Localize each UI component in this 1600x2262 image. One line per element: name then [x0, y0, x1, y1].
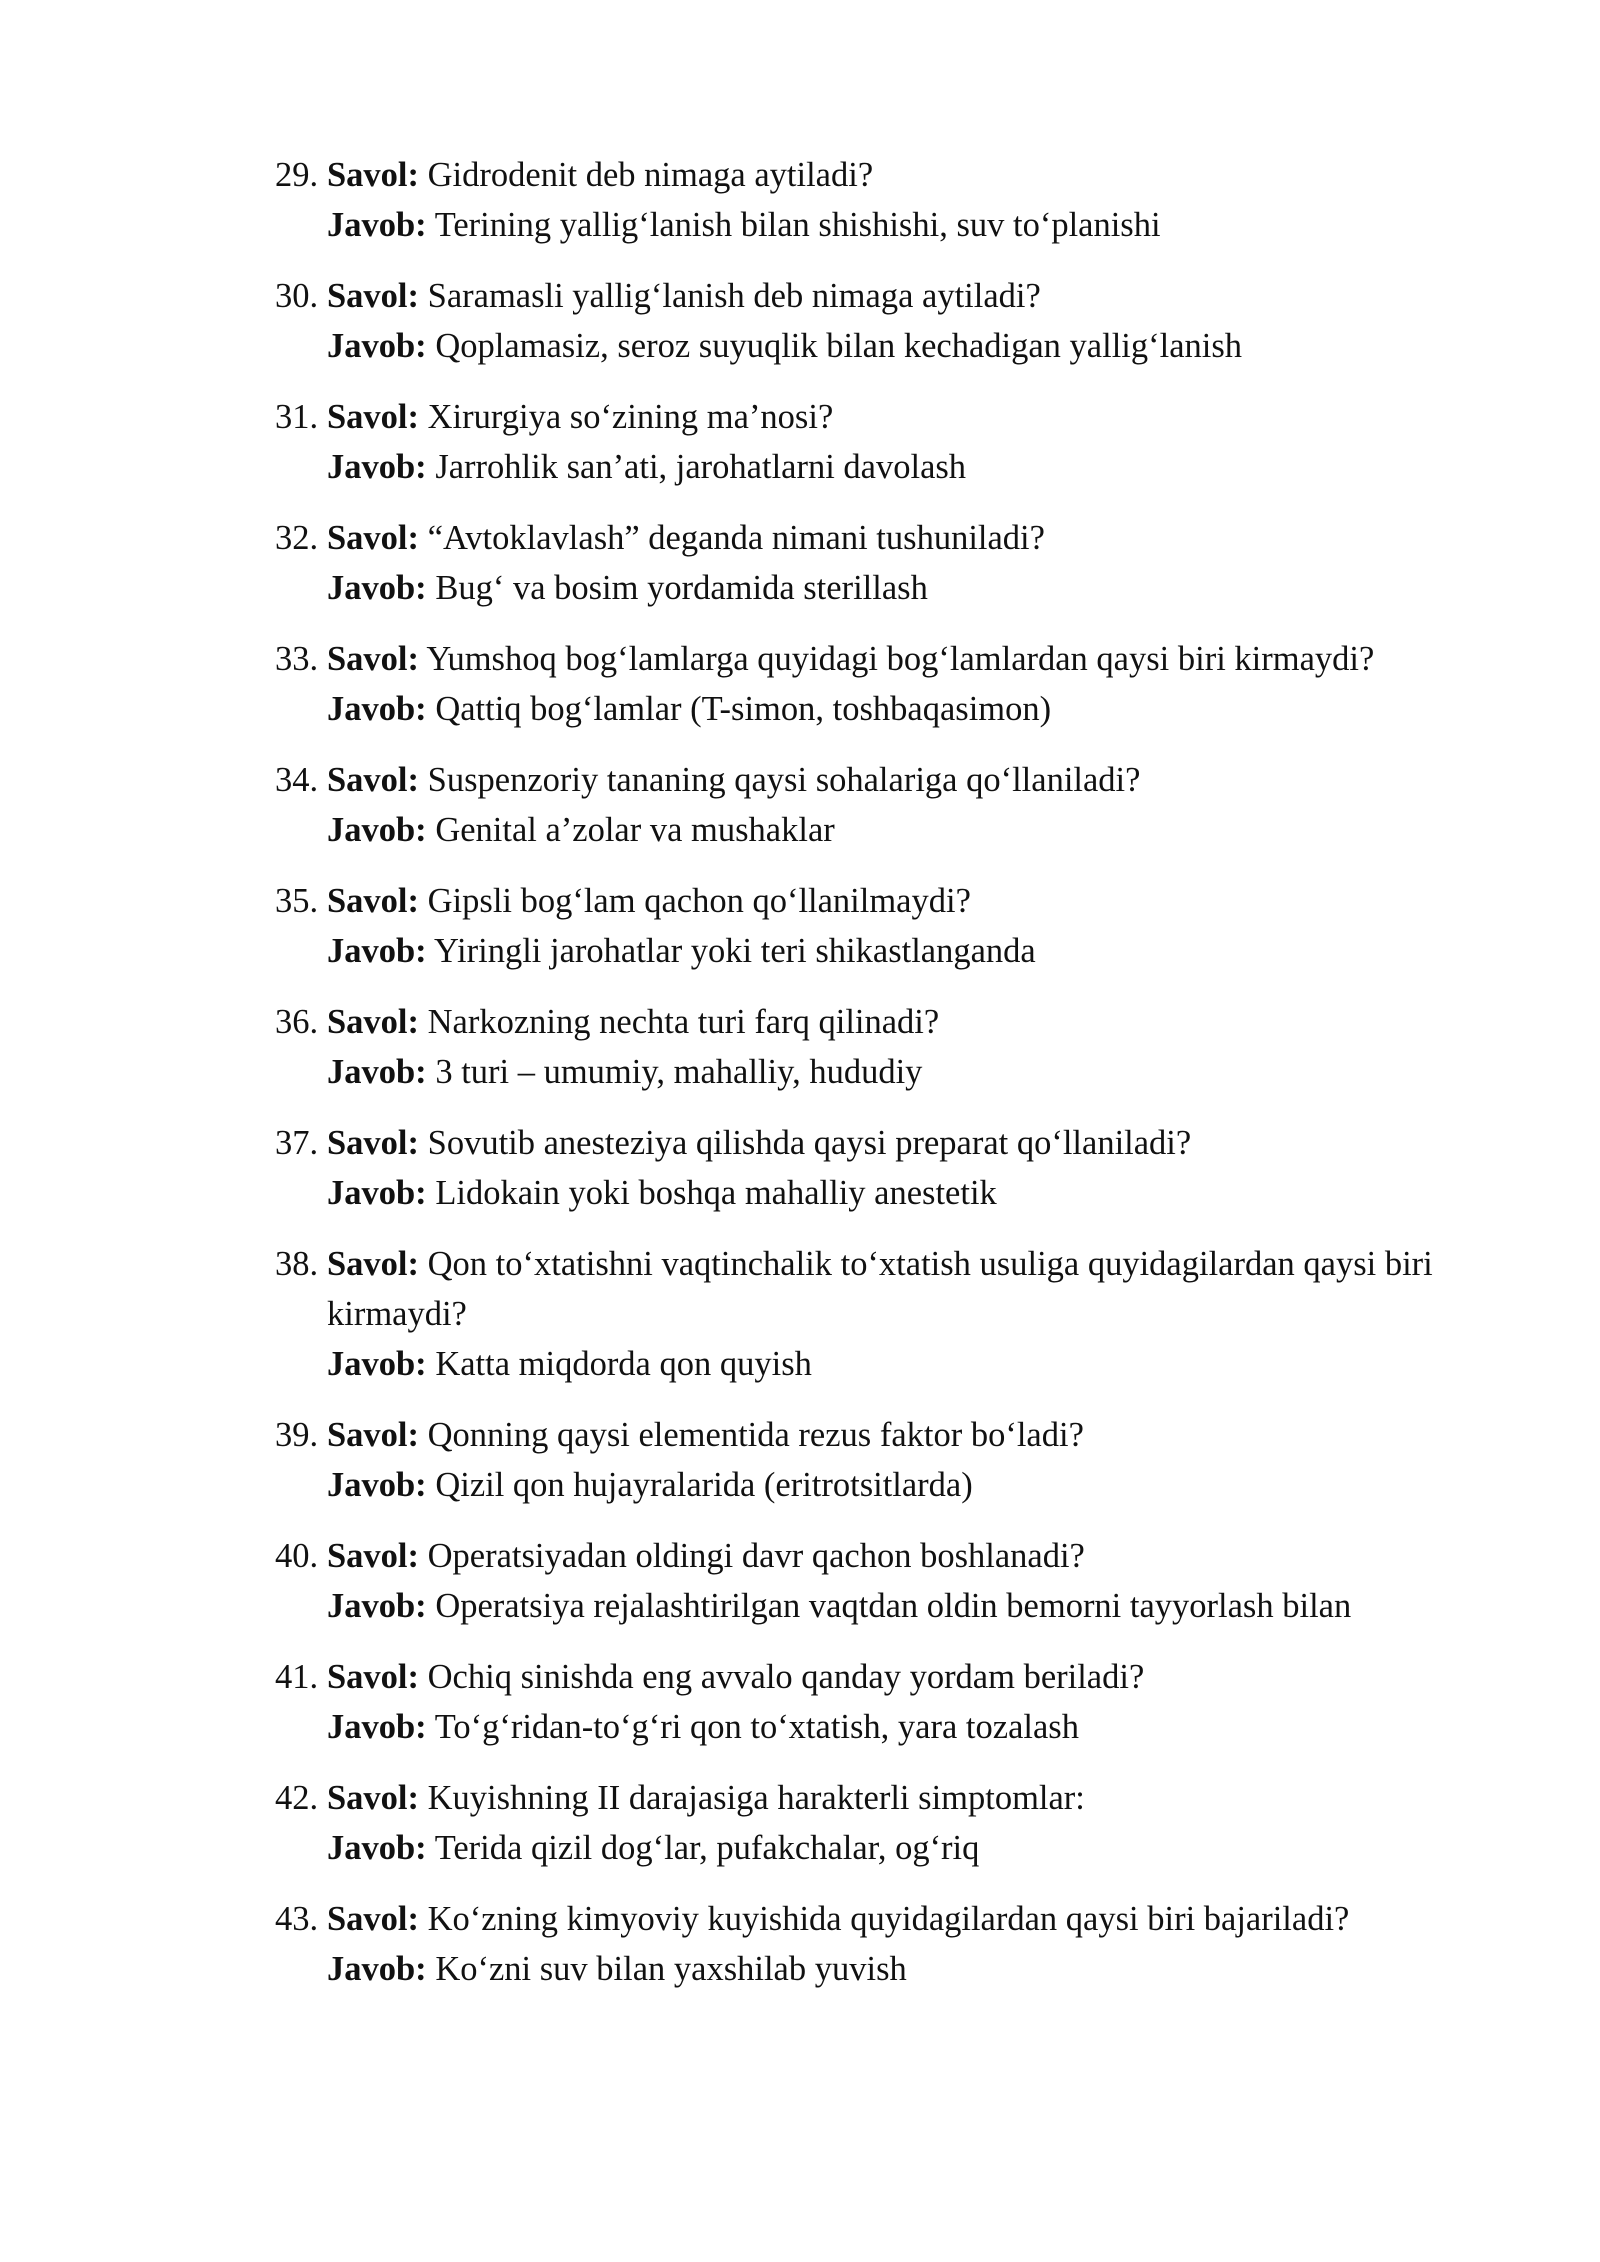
question-text: Operatsiyadan oldingi davr qachon boshlanadi?: [427, 1537, 1085, 1575]
qa-item: [275, 1410, 1515, 1510]
javob-label: Javob:: [327, 1708, 427, 1746]
answer-text: Genital a’zolar va mushaklar: [435, 811, 835, 849]
item-number: 37.: [275, 1124, 319, 1162]
javob-label: Javob:: [327, 1587, 427, 1625]
question-line: [327, 1118, 1515, 1168]
savol-label: Savol:: [327, 1658, 420, 1696]
answer-line: [327, 1460, 1515, 1510]
answer-line: [327, 563, 1515, 613]
qa-item: [275, 1894, 1515, 1994]
qa-item: [275, 997, 1515, 1097]
savol-label: Savol:: [327, 640, 420, 678]
question-line: [327, 392, 1515, 442]
question-text: Ochiq sinishda eng avvalo qanday yordam beriladi?: [427, 1658, 1145, 1696]
question-line: [327, 271, 1515, 321]
answer-line: [327, 1702, 1515, 1752]
answer-text: Qizil qon hujayralarida (eritrotsitlarda): [435, 1466, 973, 1504]
item-number: 33.: [275, 640, 319, 678]
savol-label: Savol:: [327, 761, 420, 799]
question-line: [327, 634, 1515, 684]
qa-item: [275, 634, 1515, 734]
question-line: [327, 755, 1515, 805]
qa-item: [275, 150, 1515, 250]
javob-label: Javob:: [327, 690, 427, 728]
savol-label: Savol:: [327, 1003, 420, 1041]
javob-label: Javob:: [327, 1829, 427, 1867]
javob-label: Javob:: [327, 206, 427, 244]
qa-item: [275, 513, 1515, 613]
question-text: Gidrodenit deb nimaga aytiladi?: [427, 156, 874, 194]
item-number: 30.: [275, 277, 319, 315]
qa-item: [275, 271, 1515, 371]
qa-item: [275, 1773, 1515, 1873]
answer-line: [327, 1581, 1515, 1631]
answer-line: [327, 684, 1515, 734]
answer-text: Lidokain yoki boshqa mahalliy anestetik: [435, 1174, 997, 1212]
javob-label: Javob:: [327, 811, 427, 849]
savol-label: Savol:: [327, 1779, 420, 1817]
item-number: 39.: [275, 1416, 319, 1454]
javob-label: Javob:: [327, 932, 427, 970]
savol-label: Savol:: [327, 882, 420, 920]
item-number: 32.: [275, 519, 319, 557]
savol-label: Savol:: [327, 277, 420, 315]
question-text: Qon to‘xtatishni vaqtinchalik to‘xtatish usuliga quyidagilardan qaysi biri kirmaydi?: [327, 1245, 1433, 1333]
answer-text: Ko‘zni suv bilan yaxshilab yuvish: [435, 1950, 907, 1988]
answer-text: Operatsiya rejalashtirilgan vaqtdan oldin bemorni tayyorlash bilan: [435, 1587, 1352, 1625]
savol-label: Savol:: [327, 1900, 420, 1938]
question-text: Saramasli yallig‘lanish deb nimaga aytiladi?: [427, 277, 1041, 315]
item-number: 42.: [275, 1779, 319, 1817]
savol-label: Savol:: [327, 1537, 420, 1575]
answer-line: [327, 442, 1515, 492]
answer-text: Bug‘ va bosim yordamida sterillash: [435, 569, 928, 607]
question-line: [327, 1652, 1515, 1702]
answer-text: Terining yallig‘lanish bilan shishishi, suv to‘planishi: [434, 206, 1161, 244]
question-line: [327, 1894, 1515, 1944]
javob-label: Javob:: [327, 569, 427, 607]
savol-label: Savol:: [327, 1416, 420, 1454]
item-number: 35.: [275, 882, 319, 920]
answer-line: [327, 1339, 1515, 1389]
answer-text: Terida qizil dog‘lar, pufakchalar, og‘riq: [434, 1829, 980, 1867]
javob-label: Javob:: [327, 1345, 427, 1383]
answer-line: [327, 200, 1515, 250]
javob-label: Javob:: [327, 1053, 427, 1091]
question-text: Qonning qaysi elementida rezus faktor bo‘ladi?: [427, 1416, 1084, 1454]
question-line: [327, 997, 1515, 1047]
item-number: 29.: [275, 156, 319, 194]
answer-text: Qattiq bog‘lamlar (T-simon, toshbaqasimon): [435, 690, 1052, 728]
answer-line: [327, 1168, 1515, 1218]
question-line: [327, 1531, 1515, 1581]
javob-label: Javob:: [327, 1950, 427, 1988]
question-text: Gipsli bog‘lam qachon qo‘llanilmaydi?: [427, 882, 971, 920]
answer-text: To‘g‘ridan-to‘g‘ri qon to‘xtatish, yara tozalash: [434, 1708, 1079, 1746]
question-text: Narkozning nechta turi farq qilinadi?: [427, 1003, 940, 1041]
answer-line: [327, 1823, 1515, 1873]
qa-item: [275, 1239, 1515, 1389]
question-line: [327, 513, 1515, 563]
item-number: 40.: [275, 1537, 319, 1575]
javob-label: Javob:: [327, 1174, 427, 1212]
question-text: Sovutib anesteziya qilishda qaysi preparat qo‘llaniladi?: [427, 1124, 1192, 1162]
answer-line: [327, 1047, 1515, 1097]
savol-label: Savol:: [327, 519, 420, 557]
question-line: [327, 876, 1515, 926]
item-number: 34.: [275, 761, 319, 799]
savol-label: Savol:: [327, 1245, 420, 1283]
javob-label: Javob:: [327, 327, 427, 365]
qa-item: [275, 392, 1515, 492]
answer-line: [327, 1944, 1515, 1994]
qa-item: [275, 876, 1515, 976]
answer-text: Qoplamasiz, seroz suyuqlik bilan kechadigan yallig‘lanish: [435, 327, 1243, 365]
question-line: [327, 1773, 1515, 1823]
question-line: [327, 1239, 1515, 1339]
item-number: 31.: [275, 398, 319, 436]
savol-label: Savol:: [327, 156, 420, 194]
item-number: 38.: [275, 1245, 319, 1283]
answer-text: Yiringli jarohatlar yoki teri shikastlanganda: [434, 932, 1036, 970]
question-line: [327, 1410, 1515, 1460]
question-text: Ko‘zning kimyoviy kuyishida quyidagilardan qaysi biri bajariladi?: [427, 1900, 1350, 1938]
item-number: 41.: [275, 1658, 319, 1696]
answer-text: Jarrohlik san’ati, jarohatlarni davolash: [435, 448, 967, 486]
question-line: [327, 150, 1515, 200]
question-text: Kuyishning II darajasiga harakterli simptomlar:: [427, 1779, 1085, 1817]
item-number: 43.: [275, 1900, 319, 1938]
question-text: Xirurgiya so‘zining ma’nosi?: [427, 398, 834, 436]
item-number: 36.: [275, 1003, 319, 1041]
qa-item: [275, 1531, 1515, 1631]
answer-text: Katta miqdorda qon quyish: [435, 1345, 812, 1383]
savol-label: Savol:: [327, 1124, 420, 1162]
qa-item: [275, 1118, 1515, 1218]
answer-line: [327, 926, 1515, 976]
question-text: “Avtoklavlash” deganda nimani tushuniladi?: [427, 519, 1045, 557]
answer-line: [327, 321, 1515, 371]
savol-label: Savol:: [327, 398, 420, 436]
qa-item: [275, 1652, 1515, 1752]
answer-text: 3 turi – umumiy, mahalliy, hududiy: [435, 1053, 923, 1091]
javob-label: Javob:: [327, 448, 427, 486]
question-text: Suspenzoriy tananing qaysi sohalariga qo‘llaniladi?: [427, 761, 1141, 799]
qa-list: [275, 150, 1515, 2015]
answer-line: [327, 805, 1515, 855]
qa-item: [275, 755, 1515, 855]
javob-label: Javob:: [327, 1466, 427, 1504]
question-text: Yumshoq bog‘lamlarga quyidagi bog‘lamlardan qaysi biri kirmaydi?: [426, 640, 1375, 678]
